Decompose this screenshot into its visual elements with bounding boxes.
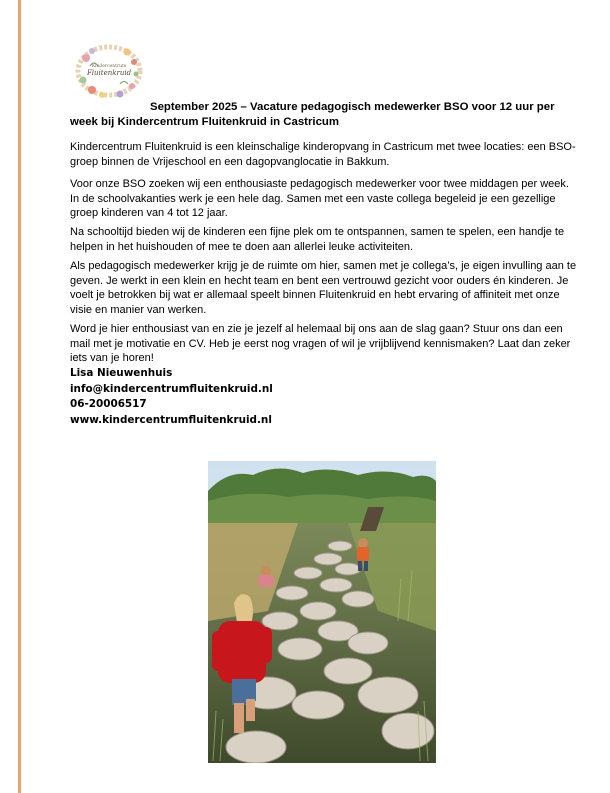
contact-email[interactable]: info@kindercentrumfluitenkruid.nl (70, 382, 273, 395)
title-line-1: September 2025 – Vacature pedagogisch medewerker BSO voor 12 uur per (150, 101, 555, 113)
contact-phone[interactable]: 06-20006517 (70, 398, 147, 410)
title-line-2: week bij Kindercentrum Fluitenkruid in Castricum (70, 116, 339, 128)
paragraph-role: Als pedagogisch medewerker krijg je de ruimte om hier, samen met je collega’s, je eigen invulling aan te geven. Je werkt in een klein en hecht team en bent een vertrouwd gezicht voor ouders én kinderen. Je voelt je betrokken bij wat er allemaal speelt binnen Fluitenkruid en hebt ervaring of affiniteit met onze visie en manier van werken. (70, 260, 577, 317)
paragraph-bso: Voor onze BSO zoeken wij een enthousiaste pedagogisch medewerker voor twee middagen per week. In de schoolvakanties werk je een hele dag. Samen met een vaste collega begeleid je een gezellige groep kinderen van 4 tot 12 jaar. (70, 178, 569, 220)
paragraph-intro: Kindercentrum Fluitenkruid is een kleinschalige kinderopvang in Castricum met twee locaties: een BSO-groep binnen de Vrijeschool en een dagopvanglocatie in Bakkum. (70, 141, 576, 168)
paragraph-afterschool: Na schooltijd bieden wij de kinderen een fijne plek om te ontspannen, samen te spelen, een handje te helpen in het huishouden of mee te doen aan allerlei leuke activiteiten. (70, 226, 565, 253)
paragraph-apply: Word je hier enthousiast van en zie je jezelf al helemaal bij ons aan de slag gaan? Stuur ons dan een mail met je motivatie en CV. Heb je eerst nog vragen of wil je vrijblijvend kennismaken? Laat dan zeker iets van je horen! (70, 323, 571, 365)
contact-block (70, 366, 370, 428)
logo-name: Fluitenkruid (86, 69, 132, 77)
children-stepping-stones-photo (208, 461, 436, 763)
vacancy-title (70, 100, 580, 130)
contact-website[interactable]: www.kindercentrumfluitenkruid.nl (70, 413, 272, 426)
fluitenkruid-logo (72, 40, 146, 102)
page-margin-bar (18, 0, 21, 793)
contact-name: Lisa Nieuwenhuis (70, 367, 173, 379)
logo-small-text: Kindercentrum (91, 64, 127, 69)
